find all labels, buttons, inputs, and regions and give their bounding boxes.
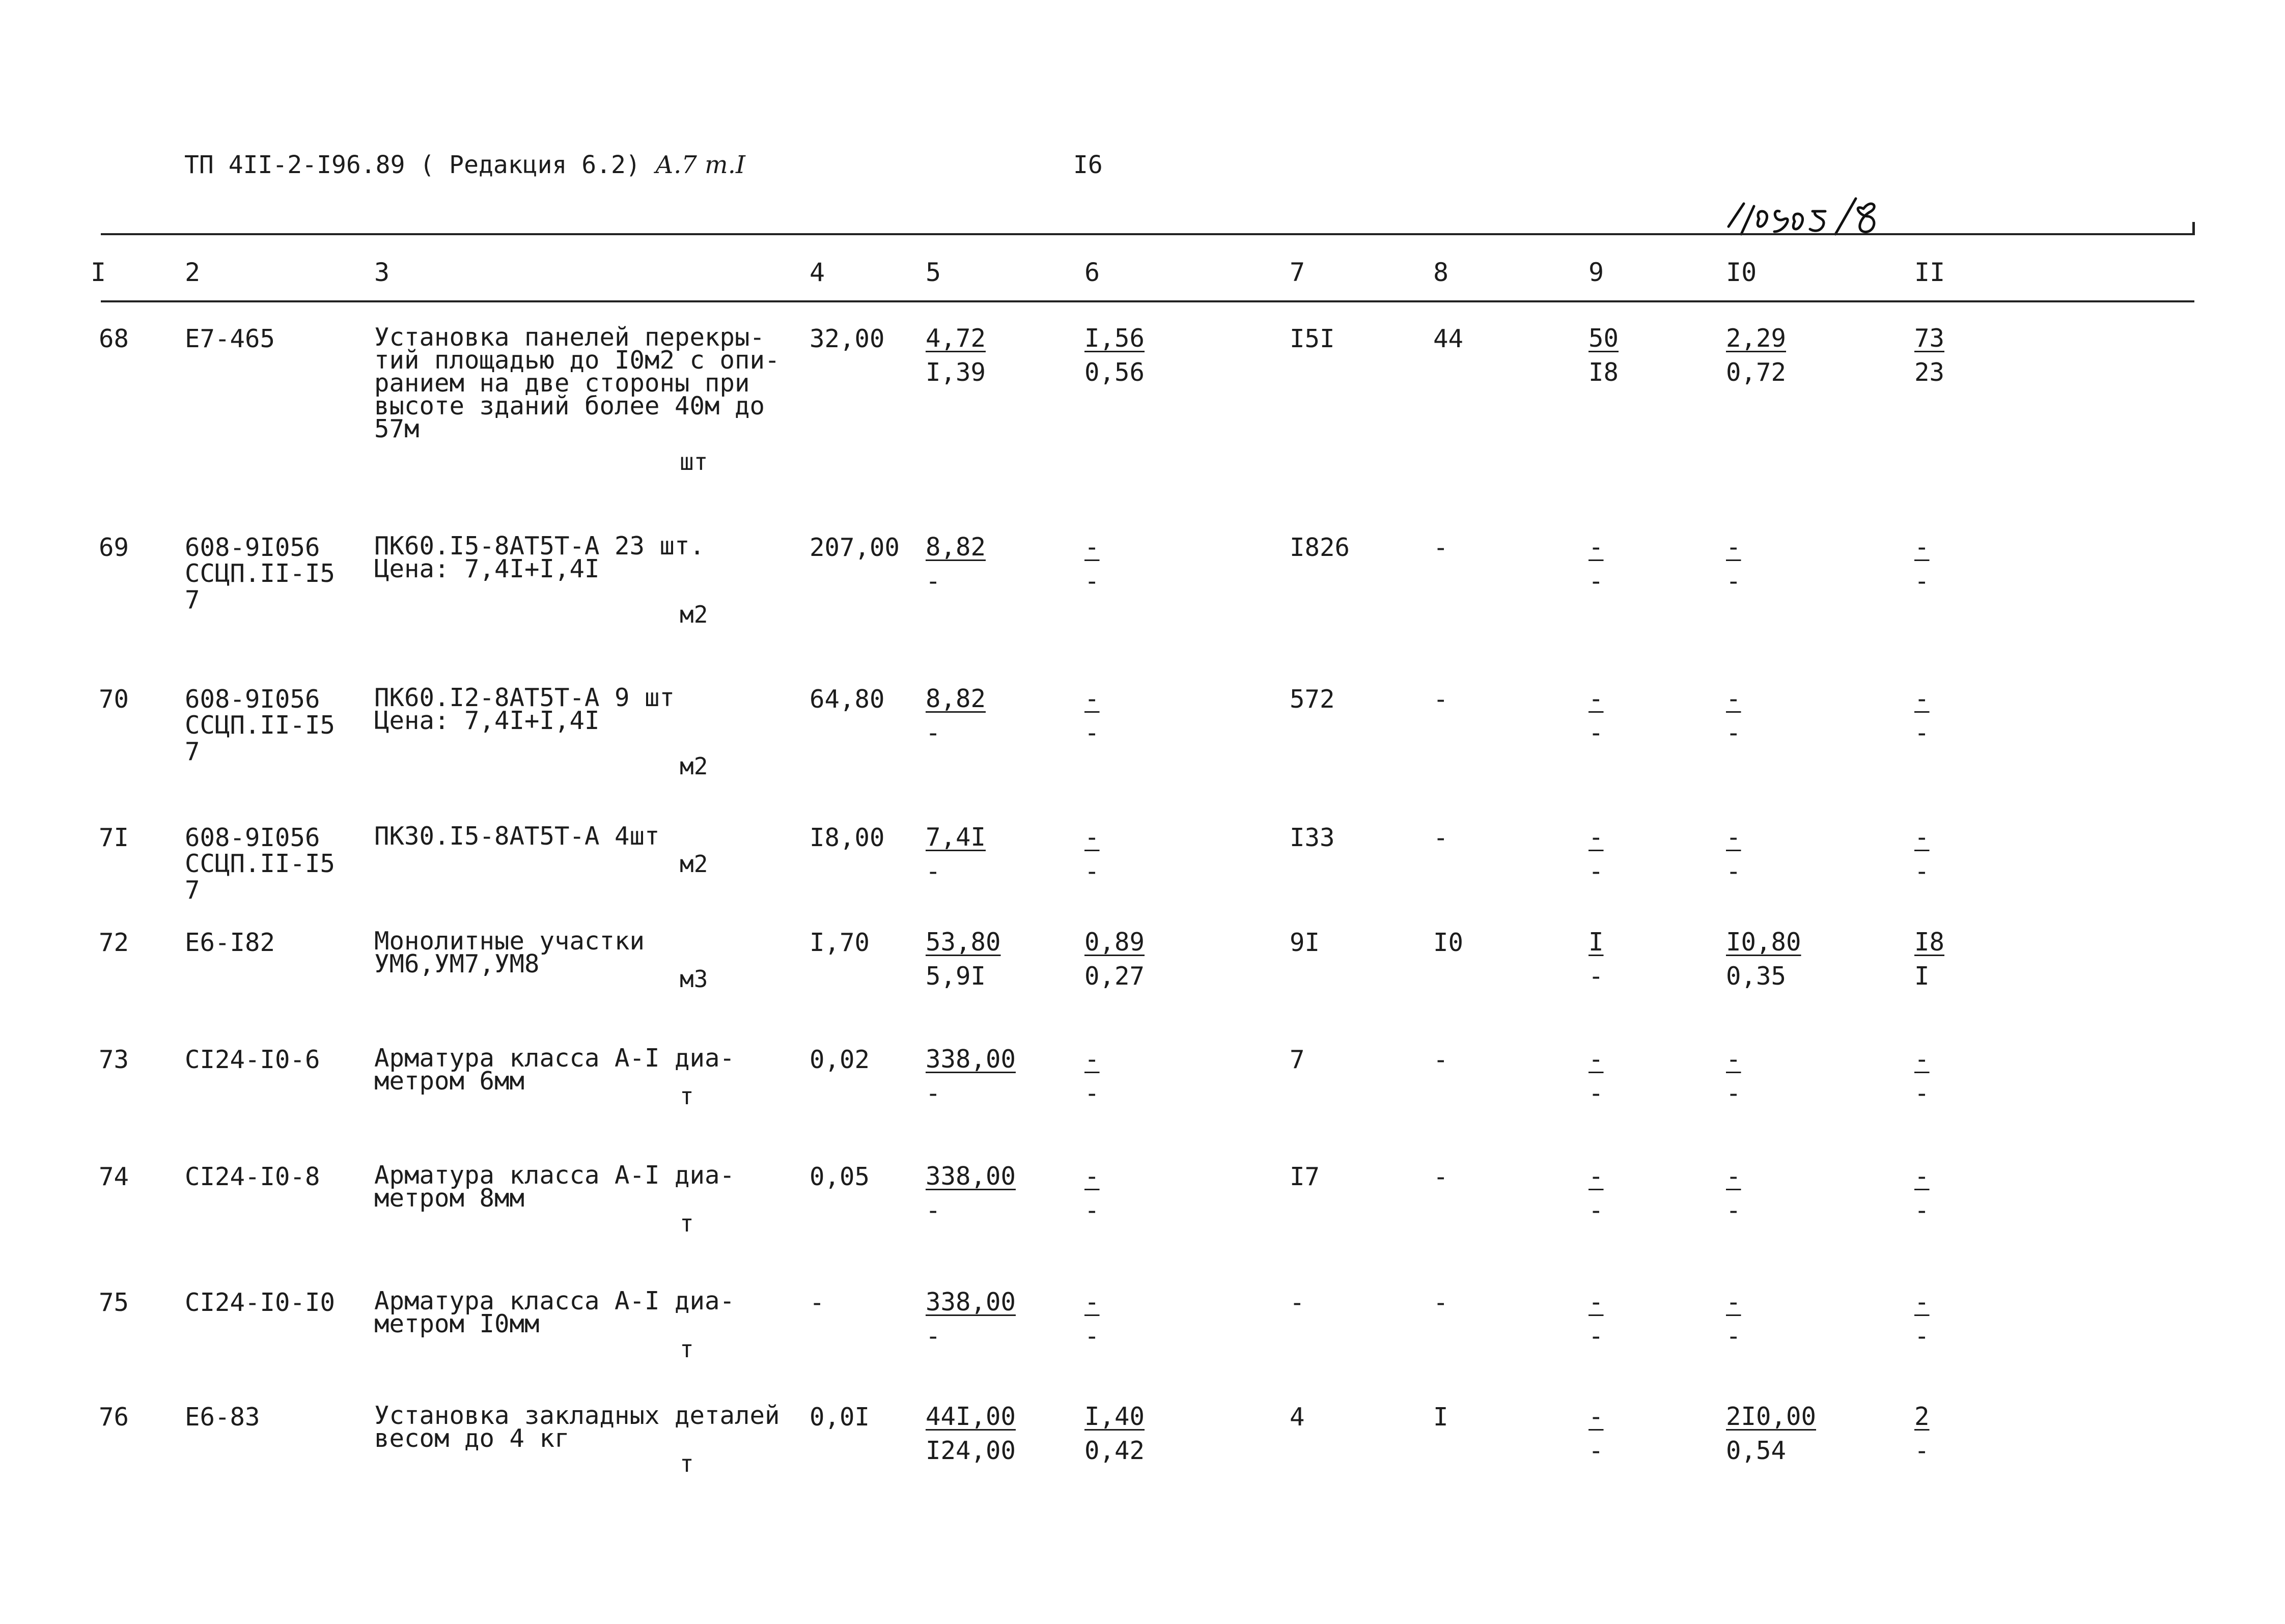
column-header-5: 5 — [926, 258, 941, 287]
row-total-c11-numerator: I8 — [1914, 928, 1945, 957]
row-total-c9-denominator: - — [1589, 718, 1604, 747]
row-total-c11-numerator: 73 — [1914, 324, 1945, 353]
column-header-9: 9 — [1589, 258, 1604, 287]
row-total-c9 — [1589, 930, 1619, 989]
row-number: 7I — [99, 823, 129, 852]
row-quantity: 0,05 — [810, 1162, 870, 1191]
row-total-cost: 7 — [1290, 1045, 1305, 1074]
row-total-c9 — [1589, 1404, 1619, 1463]
row-total-c11 — [1914, 326, 1945, 385]
svg-text:10305/8: 10305/8 — [1723, 188, 1726, 189]
row-unit-machine-cost — [1084, 535, 1115, 594]
handwritten-stamp — [1723, 188, 1891, 239]
row-unit-cost — [926, 1164, 1016, 1223]
row-unit-cost-denominator: - — [926, 1322, 941, 1351]
row-total-c11-denominator: - — [1914, 1322, 1930, 1351]
row-unit: т — [680, 1450, 694, 1477]
row-total-c11-numerator: - — [1914, 1162, 1930, 1191]
handwritten-note: А.7 т.I — [655, 151, 745, 179]
row-number: 72 — [99, 928, 129, 957]
row-total-cost: 572 — [1290, 685, 1335, 714]
column-header-6: 6 — [1084, 258, 1100, 287]
row-total-c9 — [1589, 686, 1619, 745]
row-unit-cost — [926, 1047, 1016, 1106]
row-unit-cost — [926, 1287, 1016, 1351]
row-total-c10-denominator: - — [1726, 857, 1741, 886]
row-unit-machine-cost-denominator: - — [1084, 718, 1100, 747]
column-header-3: 3 — [374, 258, 390, 287]
row-total-c9 — [1589, 825, 1619, 884]
row-unit-cost-numerator: 338,00 — [926, 1287, 1016, 1317]
row-total-c10-denominator: - — [1726, 567, 1741, 596]
document-title: ТП 4II-2-I96.89 ( Редакция 6.2) А.7 т.I — [184, 151, 745, 179]
row-unit-machine-cost-denominator: - — [1084, 857, 1100, 886]
row-total-c9-denominator: - — [1589, 1322, 1604, 1351]
row-unit-machine-cost — [1084, 686, 1115, 745]
row-description: Арматура класса А-I диа- метром 6мм — [374, 1044, 735, 1096]
row-total-c9-numerator: - — [1589, 823, 1604, 852]
row-total-c10-numerator: - — [1726, 684, 1741, 713]
row-unit-machine-cost-numerator: - — [1084, 1045, 1100, 1074]
row-unit-machine-cost — [1084, 1287, 1115, 1351]
row-total-c11-numerator: - — [1914, 1287, 1930, 1317]
row-description: Установка панелей перекры- тий площадью до I0м2 с опи- ранием на две стороны при высоте зданий более 40м до 57м — [374, 323, 780, 444]
row-total-c9-denominator: - — [1589, 1436, 1604, 1465]
row-unit-cost-numerator: 338,00 — [926, 1162, 1016, 1191]
column-header-2: 2 — [185, 258, 201, 287]
row-total-c10 — [1726, 930, 1801, 989]
row-unit-machine-cost-denominator: - — [1084, 1322, 1100, 1351]
row-total-c10-denominator: - — [1726, 718, 1741, 747]
row-total-c10-numerator: - — [1726, 1162, 1741, 1191]
row-total-c9-numerator: - — [1589, 533, 1604, 562]
row-total-c11 — [1914, 1047, 1945, 1106]
row-total-c11 — [1914, 535, 1945, 594]
row-total-c10-numerator: 2,29 — [1726, 324, 1787, 353]
row-unit-cost-denominator: I24,00 — [926, 1436, 1016, 1465]
row-unit-cost-denominator: I,39 — [926, 358, 986, 387]
row-total-c9-numerator: - — [1589, 1162, 1604, 1191]
row-unit-machine-cost-denominator: 0,56 — [1084, 358, 1145, 387]
row-total-c9-denominator: - — [1589, 1079, 1604, 1108]
row-unit-machine-cost — [1084, 1164, 1115, 1223]
row-total-c8: - — [1433, 1045, 1448, 1074]
page-number: I6 — [1073, 151, 1103, 179]
row-total-c9 — [1589, 1164, 1619, 1223]
row-total-cost: - — [1290, 1288, 1305, 1317]
row-unit-cost-denominator: - — [926, 1196, 941, 1225]
row-quantity: 64,80 — [810, 685, 885, 714]
row-total-c8: I0 — [1433, 928, 1464, 957]
row-total-c10 — [1726, 1047, 1757, 1106]
row-unit-cost-denominator: 5,9I — [926, 962, 986, 991]
row-total-c10-numerator: - — [1726, 533, 1741, 562]
row-unit-machine-cost-denominator: 0,42 — [1084, 1436, 1145, 1465]
column-header-11: II — [1914, 258, 1945, 287]
row-total-c10-numerator: - — [1726, 1045, 1741, 1074]
row-unit: т — [680, 1082, 694, 1110]
row-code: СI24-I0-8 — [185, 1162, 320, 1191]
row-total-c10-denominator: - — [1726, 1196, 1741, 1225]
row-total-c10-numerator: - — [1726, 823, 1741, 852]
row-total-c11-numerator: - — [1914, 533, 1930, 562]
row-total-c10 — [1726, 686, 1757, 745]
row-code: СI24-I0-I0 — [185, 1288, 336, 1317]
row-unit: м2 — [680, 850, 708, 878]
row-unit-machine-cost-numerator: - — [1084, 1162, 1100, 1191]
row-unit-cost-numerator: 53,80 — [926, 928, 1001, 957]
column-header-10: I0 — [1726, 258, 1757, 287]
row-code: СI24-I0-6 — [185, 1045, 320, 1074]
row-unit: м2 — [680, 601, 708, 628]
row-unit-cost-numerator: 4,72 — [926, 324, 986, 353]
row-total-c10-denominator: 0,35 — [1726, 962, 1787, 991]
row-total-c9 — [1589, 1047, 1619, 1106]
row-total-c8: 44 — [1433, 324, 1464, 353]
row-total-c11 — [1914, 1404, 1945, 1463]
row-total-c9-numerator: 50 — [1589, 324, 1619, 353]
row-unit-machine-cost-numerator: - — [1084, 684, 1100, 713]
row-quantity: - — [810, 1288, 825, 1317]
row-quantity: 207,00 — [810, 533, 900, 562]
row-description: ПК30.I5-8АТ5Т-А 4шт — [374, 822, 660, 851]
row-number: 73 — [99, 1045, 129, 1074]
row-unit-machine-cost-numerator: - — [1084, 533, 1100, 562]
row-total-cost: I826 — [1290, 533, 1350, 562]
row-total-c9 — [1589, 1287, 1619, 1351]
row-unit-cost-numerator: 44I,00 — [926, 1402, 1016, 1431]
row-total-c8: - — [1433, 685, 1448, 714]
row-total-c9-numerator: I — [1589, 928, 1604, 957]
row-code: 608-9I056 ССЦП.II-I5 7 — [185, 685, 336, 766]
row-quantity: 0,02 — [810, 1045, 870, 1074]
row-code: Е6-I82 — [185, 928, 275, 957]
row-number: 75 — [99, 1288, 129, 1317]
row-unit-machine-cost-numerator: - — [1084, 823, 1100, 852]
row-total-c11-denominator: 23 — [1914, 358, 1945, 387]
row-unit: м2 — [680, 752, 708, 780]
row-total-c11-denominator: I — [1914, 962, 1930, 991]
row-unit-machine-cost — [1084, 1047, 1115, 1106]
row-unit: шт — [680, 448, 708, 475]
row-unit: м3 — [680, 965, 708, 993]
row-quantity: 0,0I — [810, 1403, 870, 1432]
row-total-c8: - — [1433, 533, 1448, 562]
row-unit-machine-cost-numerator: I,40 — [1084, 1402, 1145, 1431]
row-code: 608-9I056 ССЦП.II-I5 7 — [185, 823, 336, 905]
row-total-c10 — [1726, 825, 1757, 884]
row-description: ПК60.I2-8АТ5Т-А 9 шт Цена: 7,4I+I,4I — [374, 683, 675, 736]
row-total-c11 — [1914, 825, 1945, 884]
row-code: Е7-465 — [185, 324, 275, 353]
row-unit-cost-denominator: - — [926, 567, 941, 596]
row-unit-machine-cost-denominator: - — [1084, 1079, 1100, 1108]
row-description: Установка закладных деталей весом до 4 кг — [374, 1401, 780, 1453]
row-total-c9-denominator: - — [1589, 962, 1604, 991]
row-total-cost: I33 — [1290, 823, 1335, 852]
row-total-c11-denominator: - — [1914, 1196, 1930, 1225]
row-total-cost: I5I — [1290, 324, 1335, 353]
row-description: ПК60.I5-8АТ5Т-А 23 шт. Цена: 7,4I+I,4I — [374, 531, 705, 584]
row-total-c9-denominator: - — [1589, 1196, 1604, 1225]
row-total-c9-numerator: - — [1589, 684, 1604, 713]
row-total-c10 — [1726, 1404, 1816, 1463]
row-description: Монолитные участки УМ6,УМ7,УМ8 — [374, 927, 645, 979]
row-total-c11-denominator: - — [1914, 1079, 1930, 1108]
row-total-c11-numerator: - — [1914, 823, 1930, 852]
row-unit-machine-cost — [1084, 1404, 1145, 1463]
row-unit-cost — [926, 1404, 1016, 1463]
column-header-7: 7 — [1290, 258, 1305, 287]
row-total-c10 — [1726, 1287, 1757, 1351]
row-number: 74 — [99, 1162, 129, 1191]
row-total-c9-denominator: - — [1589, 857, 1604, 886]
row-total-c9-numerator: - — [1589, 1287, 1604, 1317]
header-rule — [101, 233, 2194, 235]
row-unit-cost — [926, 326, 986, 385]
column-header-rule — [101, 300, 2194, 302]
row-total-c10-denominator: 0,72 — [1726, 358, 1787, 387]
row-total-c9-numerator: - — [1589, 1045, 1604, 1074]
row-unit-machine-cost-numerator: - — [1084, 1287, 1100, 1317]
row-unit-machine-cost-denominator: 0,27 — [1084, 962, 1145, 991]
row-total-c10-denominator: 0,54 — [1726, 1436, 1787, 1465]
column-header-4: 4 — [810, 258, 825, 287]
row-unit: т — [680, 1210, 694, 1237]
row-total-c10 — [1726, 535, 1757, 594]
row-total-c11-denominator: - — [1914, 567, 1930, 596]
row-total-c9 — [1589, 535, 1619, 594]
row-total-c11-numerator: 2 — [1914, 1402, 1930, 1431]
row-total-c8: I — [1433, 1403, 1448, 1432]
row-total-cost: I7 — [1290, 1162, 1320, 1191]
row-unit-cost — [926, 825, 986, 884]
row-number: 68 — [99, 324, 129, 353]
row-total-c11-numerator: - — [1914, 684, 1930, 713]
row-unit-machine-cost-numerator: 0,89 — [1084, 928, 1145, 957]
row-total-c10 — [1726, 1164, 1757, 1223]
row-total-c10-denominator: - — [1726, 1079, 1741, 1108]
row-total-c10-numerator: - — [1726, 1287, 1741, 1317]
row-total-c8: - — [1433, 823, 1448, 852]
row-code: Е6-83 — [185, 1403, 260, 1432]
row-unit-machine-cost-denominator: - — [1084, 567, 1100, 596]
row-number: 69 — [99, 533, 129, 562]
row-total-c11-denominator: - — [1914, 718, 1930, 747]
row-total-c10 — [1726, 326, 1786, 385]
row-total-c9 — [1589, 326, 1619, 385]
row-total-c10-denominator: - — [1726, 1322, 1741, 1351]
row-unit-cost-numerator: 338,00 — [926, 1045, 1016, 1074]
row-total-c11 — [1914, 1287, 1945, 1351]
row-unit-cost — [926, 930, 1001, 989]
row-unit-machine-cost-numerator: I,56 — [1084, 324, 1145, 353]
row-total-c9-numerator: - — [1589, 1402, 1604, 1431]
row-number: 70 — [99, 685, 129, 714]
row-unit-cost-denominator: - — [926, 857, 941, 886]
row-total-c10-numerator: I0,80 — [1726, 928, 1801, 957]
row-total-c10-numerator: 2I0,00 — [1726, 1402, 1817, 1431]
row-total-c11 — [1914, 686, 1945, 745]
row-total-c11-denominator: - — [1914, 857, 1930, 886]
row-unit-cost — [926, 535, 986, 594]
row-quantity: I8,00 — [810, 823, 885, 852]
row-total-c11-denominator: - — [1914, 1436, 1930, 1465]
row-total-c9-denominator: - — [1589, 567, 1604, 596]
row-code: 608-9I056 ССЦП.II-I5 7 — [185, 533, 336, 614]
row-description: Арматура класса А-I диа- метром I0мм — [374, 1286, 735, 1339]
row-total-cost: 4 — [1290, 1403, 1305, 1432]
row-unit-cost-numerator: 7,4I — [926, 823, 986, 852]
header-rule-tick — [2192, 222, 2195, 235]
row-quantity: 32,00 — [810, 324, 885, 353]
row-quantity: I,70 — [810, 928, 870, 957]
row-unit-cost-denominator: - — [926, 1079, 941, 1108]
row-unit-cost-numerator: 8,82 — [926, 684, 986, 713]
row-total-c11 — [1914, 1164, 1945, 1223]
row-unit-machine-cost — [1084, 825, 1115, 884]
row-total-cost: 9I — [1290, 928, 1320, 957]
row-total-c8: - — [1433, 1162, 1448, 1191]
row-unit-machine-cost-denominator: - — [1084, 1196, 1100, 1225]
row-unit-machine-cost — [1084, 326, 1145, 385]
row-number: 76 — [99, 1403, 129, 1432]
row-description: Арматура класса А-I диа- метром 8мм — [374, 1161, 735, 1213]
column-header-1: I — [91, 258, 106, 287]
row-total-c11 — [1914, 930, 1945, 989]
row-total-c9-denominator: I8 — [1589, 358, 1619, 387]
row-unit-cost-numerator: 8,82 — [926, 533, 986, 562]
row-unit-cost — [926, 686, 986, 745]
row-unit: т — [680, 1335, 694, 1363]
row-total-c8: - — [1433, 1288, 1448, 1317]
row-total-c11-numerator: - — [1914, 1045, 1930, 1074]
column-header-8: 8 — [1433, 258, 1449, 287]
row-unit-machine-cost — [1084, 930, 1145, 989]
row-unit-cost-denominator: - — [926, 718, 941, 747]
